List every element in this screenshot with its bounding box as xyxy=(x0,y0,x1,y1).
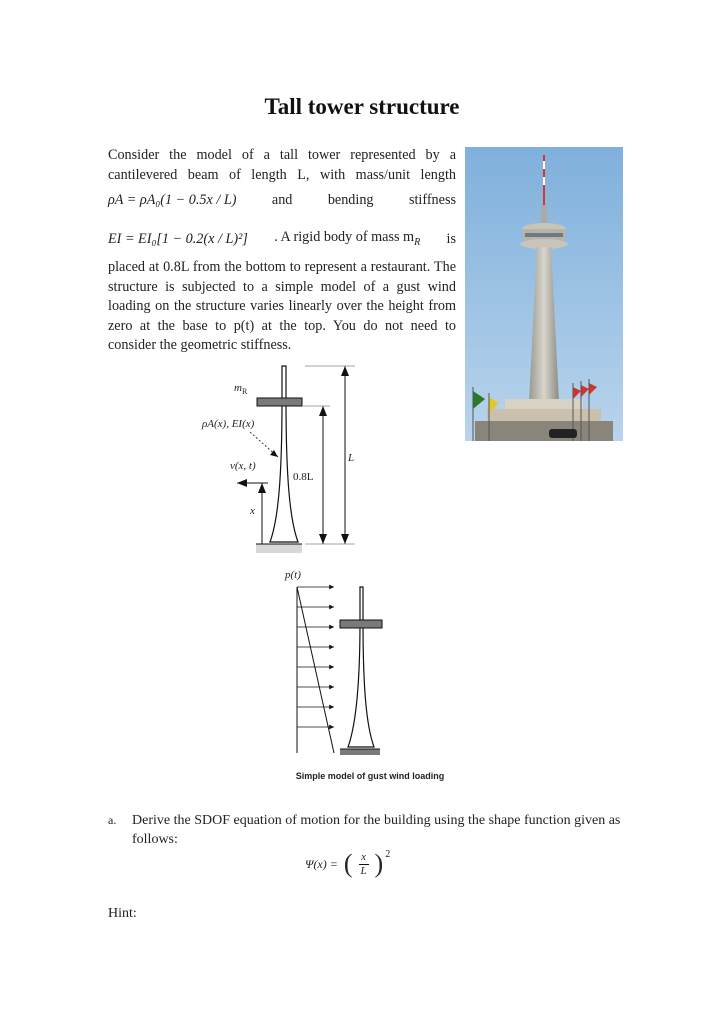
shape-function-num: x xyxy=(361,850,366,863)
shape-function-power: 2 xyxy=(385,848,391,860)
mass-formula: ρA = ρA₀(1 − 0.5x / L) xyxy=(108,192,237,208)
figure-caption: Simple model of gust wind loading xyxy=(295,771,445,781)
height-0-8l-label: 0.8L xyxy=(293,471,314,483)
and-word: and xyxy=(271,192,293,208)
hint-label: Hint: xyxy=(108,906,137,921)
wind-load-diagram xyxy=(260,565,400,765)
shape-function-den: L xyxy=(360,864,367,877)
restaurant-mass-label: $m_R$ xyxy=(234,382,248,397)
tower-photo xyxy=(465,147,623,441)
length-label: L xyxy=(348,452,355,464)
intro-line-1: Consider the model of a tall tower represented by a xyxy=(108,147,456,163)
cantilever-diagram xyxy=(190,360,370,565)
stiffness-formula: EI = EI₀[1 − 0.2(x / L)²] xyxy=(108,231,248,248)
is-word: is xyxy=(446,231,456,248)
shape-function-lhs: Ψ(x) = xyxy=(305,856,338,871)
displacement-label: v(x, t) xyxy=(230,460,256,472)
rigid-body-sub: R xyxy=(414,236,421,248)
intro-rest: placed at 0.8L from the bottom to represent a restaurant. The structure is subjected to a simple model of a gust wind loading on the structure varies linearly over the height from zero at the base to p(t) at the top. You do not need to consider the geometric stiffness. xyxy=(108,259,456,353)
properties-label: ρA(x), EI(x) xyxy=(202,418,255,430)
bending-word: bending xyxy=(327,192,374,208)
page-title: Tall tower structure xyxy=(264,94,460,119)
question-text: Derive the SDOF equation of motion for the building using the shape function given as follows: xyxy=(132,813,621,847)
question-a xyxy=(108,811,628,849)
shape-function-formula: Ψ(x) = ( x L ) $^2$ xyxy=(305,848,391,878)
x-coordinate-label: x xyxy=(250,505,255,517)
intro-line-3 xyxy=(108,191,456,210)
intro-line-2: cantilevered beam of length L, with mass/unit length xyxy=(108,167,456,183)
rigid-body-text: . A rigid body of mass m xyxy=(274,229,415,245)
stiffness-word: stiffness xyxy=(408,192,456,208)
question-label: a. xyxy=(108,813,117,827)
intro-line-4 xyxy=(108,228,456,252)
load-label: p(t) xyxy=(285,569,301,581)
